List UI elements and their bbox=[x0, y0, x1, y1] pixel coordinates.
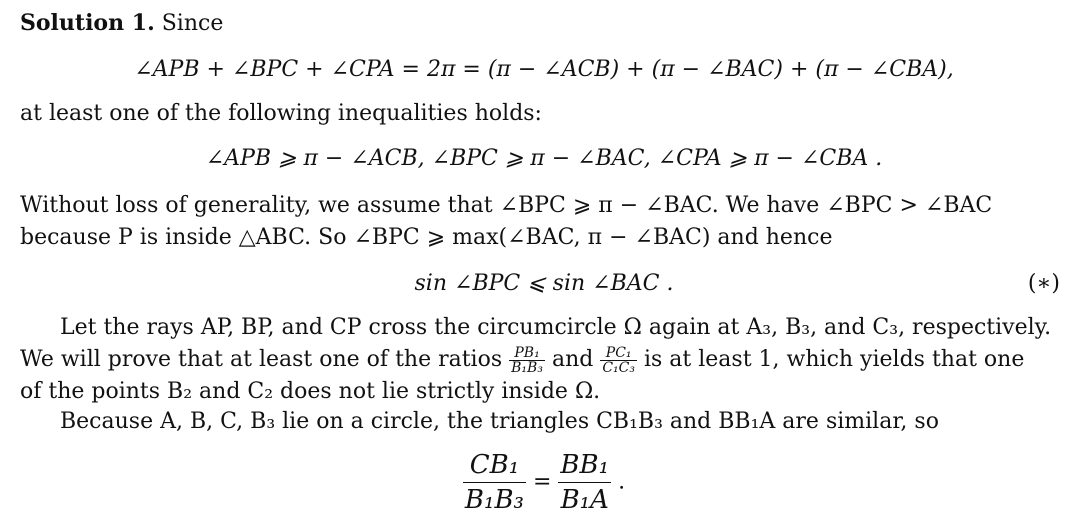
inequalities-intro: at least one of the following inequalities holds: bbox=[20, 101, 542, 126]
generality-assumption: Without loss of generality, we assume that ∠BPC ⩾ π − ∠BAC. We have ∠BPC > ∠BAC bbox=[20, 193, 993, 218]
ratio-pb1-b1b3 bbox=[509, 346, 545, 375]
since-text: Since bbox=[161, 11, 224, 36]
ratios-text-b: is at least 1, which yields that one bbox=[643, 347, 1025, 372]
ratio2-denominator: C₁C₃ bbox=[602, 359, 635, 376]
points-not-inside-line: of the points B₂ and C₂ does not lie strictly inside Ω. bbox=[20, 379, 601, 404]
fraction2-numerator: BB₁ bbox=[558, 448, 611, 483]
sine-inequality-row bbox=[0, 268, 1088, 299]
similarity-ratio-equation bbox=[0, 448, 1088, 517]
final-period: . bbox=[618, 469, 626, 495]
and-text: and bbox=[551, 347, 594, 372]
ratio1-numerator: PB₁ bbox=[509, 346, 545, 361]
fraction-cb1-b1b3 bbox=[463, 448, 526, 517]
solution-heading-line bbox=[20, 8, 223, 39]
rays-paragraph-line: Let the rays AP, BP, and CP cross the circumcircle Ω again at A₃, B₃, and C₃, respectively. bbox=[60, 315, 1052, 340]
ratio2-numerator: PC₁ bbox=[600, 346, 637, 361]
fraction1-denominator: B₁B₃ bbox=[464, 485, 524, 515]
ratios-text-a: We will prove that at least one of the ratios bbox=[20, 347, 503, 372]
fraction-bb1-b1a bbox=[558, 448, 611, 517]
equation-tag: (∗) bbox=[1027, 271, 1060, 296]
solution-heading: Solution 1. bbox=[20, 10, 155, 36]
equals-sign: = bbox=[532, 469, 552, 495]
fraction2-denominator: B₁A bbox=[560, 485, 609, 515]
angle-sum-equation: ∠APB + ∠BPC + ∠CPA = 2π = (π − ∠ACB) + (π − ∠BAC) + (π − ∠CBA), bbox=[134, 57, 954, 82]
ratio1-denominator: B₁B₃ bbox=[511, 359, 543, 376]
ratio-pc1-c1c3 bbox=[600, 346, 637, 375]
fraction1-numerator: CB₁ bbox=[463, 448, 526, 483]
inequalities-equation: ∠APB ⩾ π − ∠ACB, ∠BPC ⩾ π − ∠BAC, ∠CPA ⩾ π − ∠CBA . bbox=[205, 146, 883, 171]
sine-inequality: sin ∠BPC ⩽ sin ∠BAC . bbox=[414, 271, 674, 296]
ratios-line bbox=[20, 344, 1024, 375]
inside-triangle-text: because P is inside △ABC. So ∠BPC ⩾ max(∠BAC, π − ∠BAC) and hence bbox=[20, 225, 833, 250]
similar-triangles-line: Because A, B, C, B₃ lie on a circle, the triangles CB₁B₃ and BB₁A are similar, so bbox=[60, 409, 939, 434]
